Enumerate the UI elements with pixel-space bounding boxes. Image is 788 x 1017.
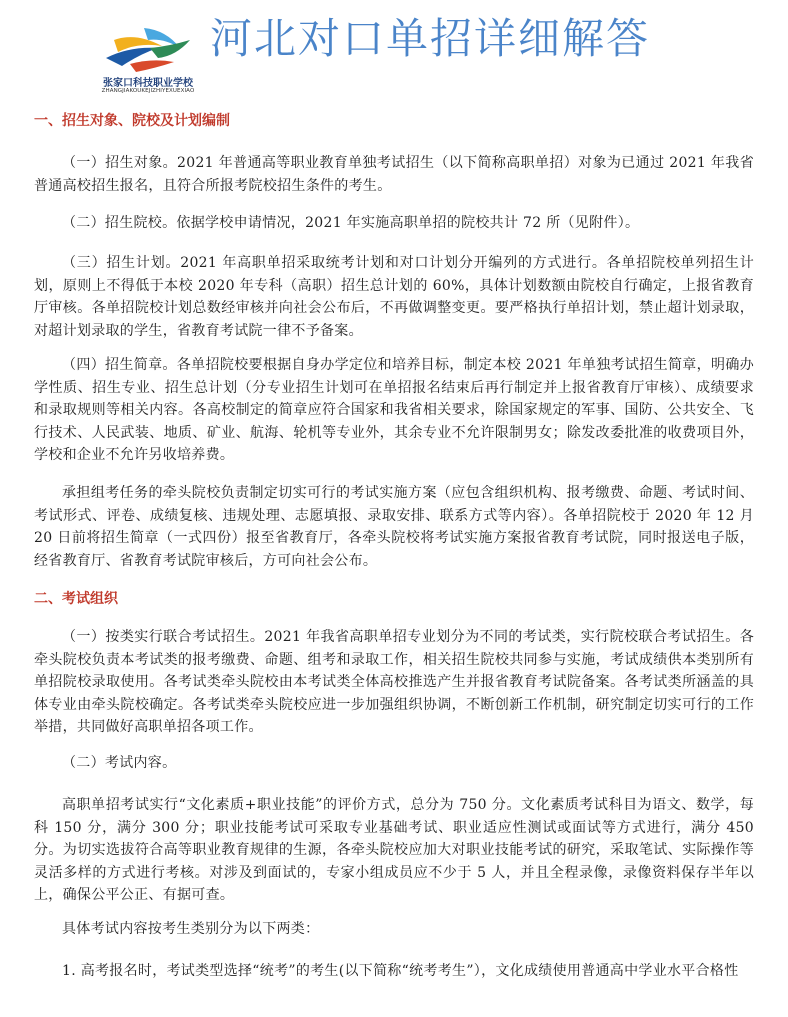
school-emblem-icon xyxy=(100,18,196,74)
school-logo xyxy=(88,16,208,96)
logo-school-name-en: ZHANGJIAKOUKEJIZHIYEXUEXIAO xyxy=(101,88,195,94)
section-heading: 一、招生对象、院校及计划编制 xyxy=(34,113,230,129)
paragraph: 高职单招考试实行“文化素质+职业技能”的评价方式，总分为 750 分。文化素质考试科目为语文、数学，每科 150 分，满分 300 分；职业技能考试可采取专业基础考试、职业适应性测试或面试等方式进行，满分 450 分。为切实选拔符合高等职业教育规律的生源，各牵头院校应加大对职业技能考试的研究，采取笔试、实际操作等灵活多样的方式进行考核。对涉及到面试的，专家小组成员应不少于 5 人，并且全程录像，录像资料保存半年以上，确保公平公正、有据可查。 xyxy=(34,797,754,903)
section-heading: 二、考试组织 xyxy=(34,591,118,607)
paragraph: （一）按类实行联合考试招生。2021 年我省高职单招专业划分为不同的考试类，实行院校联合考试招生。各牵头院校负责本考试类的报考缴费、命题、组考和录取工作，相关招生院校共同参与实施，考试成绩供本类别所有单招院校录取使用。各考试类牵头院校由本考试类全体高校推选产生并报省教育考试院备案。各考试类所涵盖的具体专业由牵头院校确定。各考试类牵头院校应进一步加强组织协调，不断创新工作机制，研究制定切实可行的工作举措，共同做好高职单招各项工作。 xyxy=(34,629,754,735)
paragraph: 具体考试内容按考生类别分为以下两类： xyxy=(62,921,320,937)
page-title: 河北对口单招详细解答 xyxy=(210,14,651,63)
paragraph: 1. 高考报名时，考试类型选择“统考”的考生(以下简称“统考考生”），文化成绩使用普通高中学业水平合格性 xyxy=(62,963,739,979)
document-header xyxy=(0,0,788,105)
paragraph: 承担组考任务的牵头院校负责制定切实可行的考试实施方案（应包含组织机构、报考缴费、命题、考试时间、考试形式、评卷、成绩复核、违规处理、志愿填报、录取安排、联系方式等内容）。各单招院校于 2020 年 12 月 20 日前将招生简章（一式四份）报至省教育厅，各牵头院校将考试实施方案报省教育考试院，同时报送电子版，经省教育厅、省教育考试院审核后，方可向社会公布。 xyxy=(34,485,754,569)
logo-school-name-cn: 张家口科技职业学校 xyxy=(103,78,193,89)
paragraph: （二）招生院校。依据学校申请情况，2021 年实施高职单招的院校共计 72 所（见附件）。 xyxy=(62,215,640,231)
paragraph: （二）考试内容。 xyxy=(62,755,177,771)
paragraph: （三）招生计划。2021 年高职单招采取统考计划和对口计划分开编列的方式进行。各单招院校单列招生计划，原则上不得低于本校 2020 年专科（高职）招生总计划的 60%，具体计划数额由院校自行确定，上报省教育厅审核。各单招院校计划总数经审核并向社会公布后，不再做调整变更。要严格执行单招计划，禁止超计划录取，对超计划录取的学生，省教育考试院一律不予备案。 xyxy=(34,255,754,339)
paragraph: （一）招生对象。2021 年普通高等职业教育单独考试招生（以下简称高职单招）对象为已通过 2021 年我省普通高校招生报名，且符合所报考院校招生条件的考生。 xyxy=(34,155,754,194)
paragraph: （四）招生简章。各单招院校要根据自身办学定位和培养目标，制定本校 2021 年单独考试招生简章，明确办学性质、招生专业、招生总计划（分专业招生计划可在单招报名结束后再行制定并上报省教育厅审核）、成绩要求和录取规则等相关内容。各高校制定的简章应符合国家和我省相关要求，除国家规定的军事、国防、公共安全、飞行技术、人民武装、地质、矿业、航海、轮机等专业外，其余专业不允许限制男女；除发改委批准的收费项目外，学校和企业不允许另收培养费。 xyxy=(34,357,754,463)
